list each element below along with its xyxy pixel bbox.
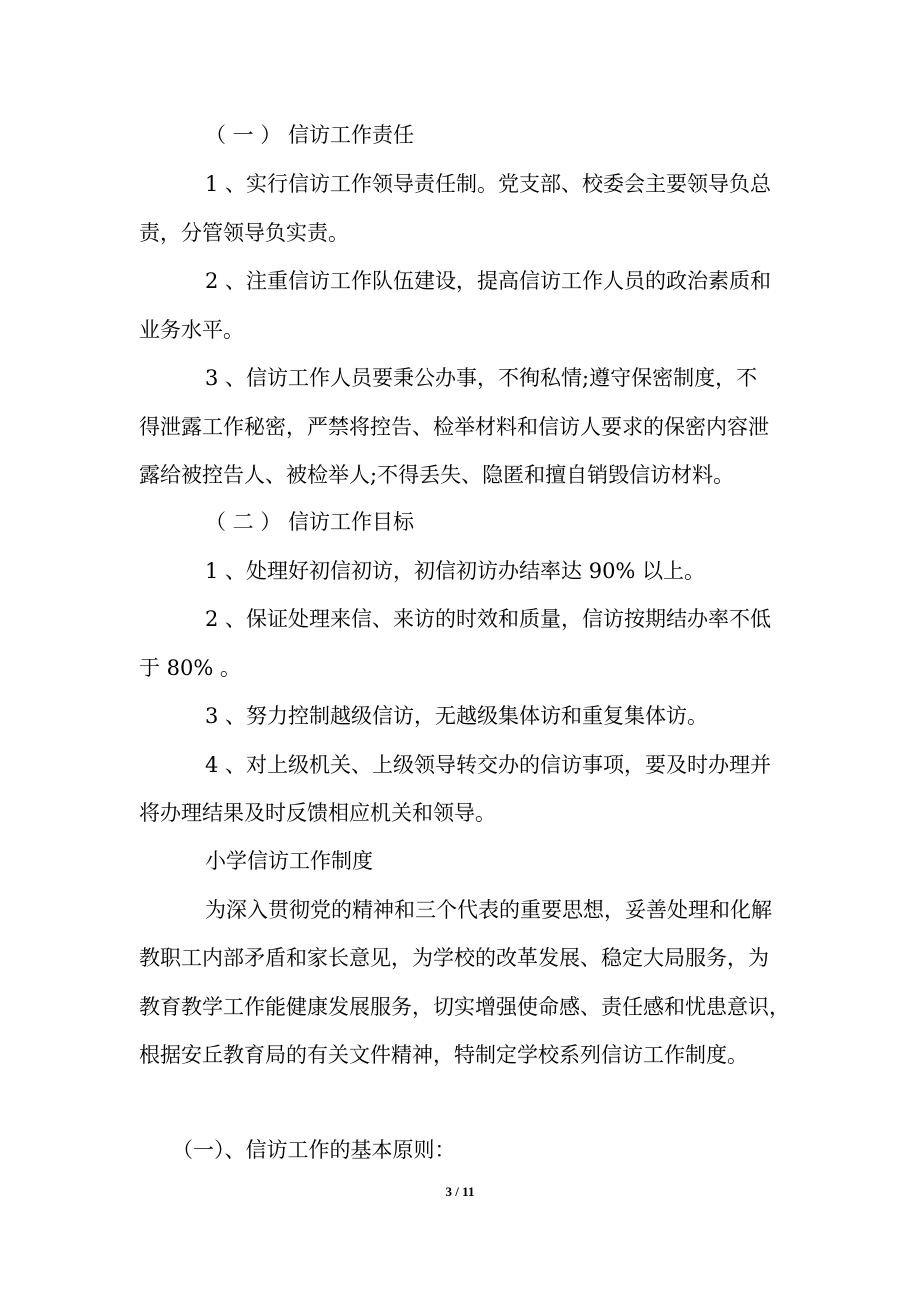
paragraph-line: 2 、注重信访工作队伍建设，提高信访工作人员的政治素质和 — [205, 269, 772, 293]
paragraph-line: 1 、处理好初信初访，初信初访办结率达 90% 以上。 — [205, 559, 706, 583]
paragraph-line: 1 、实行信访工作领导责任制。党支部、校委会主要领导负总 — [205, 172, 772, 196]
document-title: 小学信访工作制度 — [205, 849, 373, 873]
paragraph-line: 业务水平。 — [139, 318, 244, 342]
paragraph-line: 3 、努力控制越级信访，无越级集体访和重复集体访。 — [205, 704, 709, 728]
paragraph-line: 为深入贯彻党的精神和三个代表的重要思想，妥善处理和化解 — [205, 898, 772, 922]
section-heading-responsibility: （ 一 ） 信访工作责任 — [205, 123, 415, 147]
paragraph-line: 将办理结果及时反馈相应机关和领导。 — [139, 801, 496, 825]
paragraph-line: 责，分管领导负实责。 — [139, 221, 349, 245]
paragraph-line: 根据安丘教育局的有关文件精神，特制定学校系列信访工作制度。 — [139, 1043, 748, 1067]
paragraph-line: 4 、对上级机关、上级领导转交办的信访事项，要及时办理并 — [205, 753, 772, 777]
paragraph-line: 3 、信访工作人员要秉公办事，不徇私情;遵守保密制度，不 — [205, 366, 758, 390]
paragraph-line: 于 80% 。 — [139, 656, 242, 680]
section-heading-goals: （ 二 ） 信访工作目标 — [205, 510, 415, 534]
paragraph-line: 教职工内部矛盾和家长意见，为学校的改革发展、稳定大局服务，为 — [139, 946, 769, 970]
page-number: 3 / 11 — [445, 1184, 475, 1199]
paragraph-line: 2 、保证处理来信、来访的时效和质量，信访按期结办率不低 — [205, 607, 772, 631]
paragraph-line: 得泄露工作秘密，严禁将控告、检举材料和信访人要求的保密内容泄 — [139, 415, 769, 439]
paragraph-line: 教育教学工作能健康发展服务，切实增强使命感、责任感和忧患意识， — [139, 995, 790, 1019]
section-heading-principles: （一）、信访工作的基本原则： — [172, 1138, 456, 1162]
paragraph-line: 露给被控告人、被检举人;不得丢失、隐匿和擅自销毁信访材料。 — [139, 463, 735, 487]
